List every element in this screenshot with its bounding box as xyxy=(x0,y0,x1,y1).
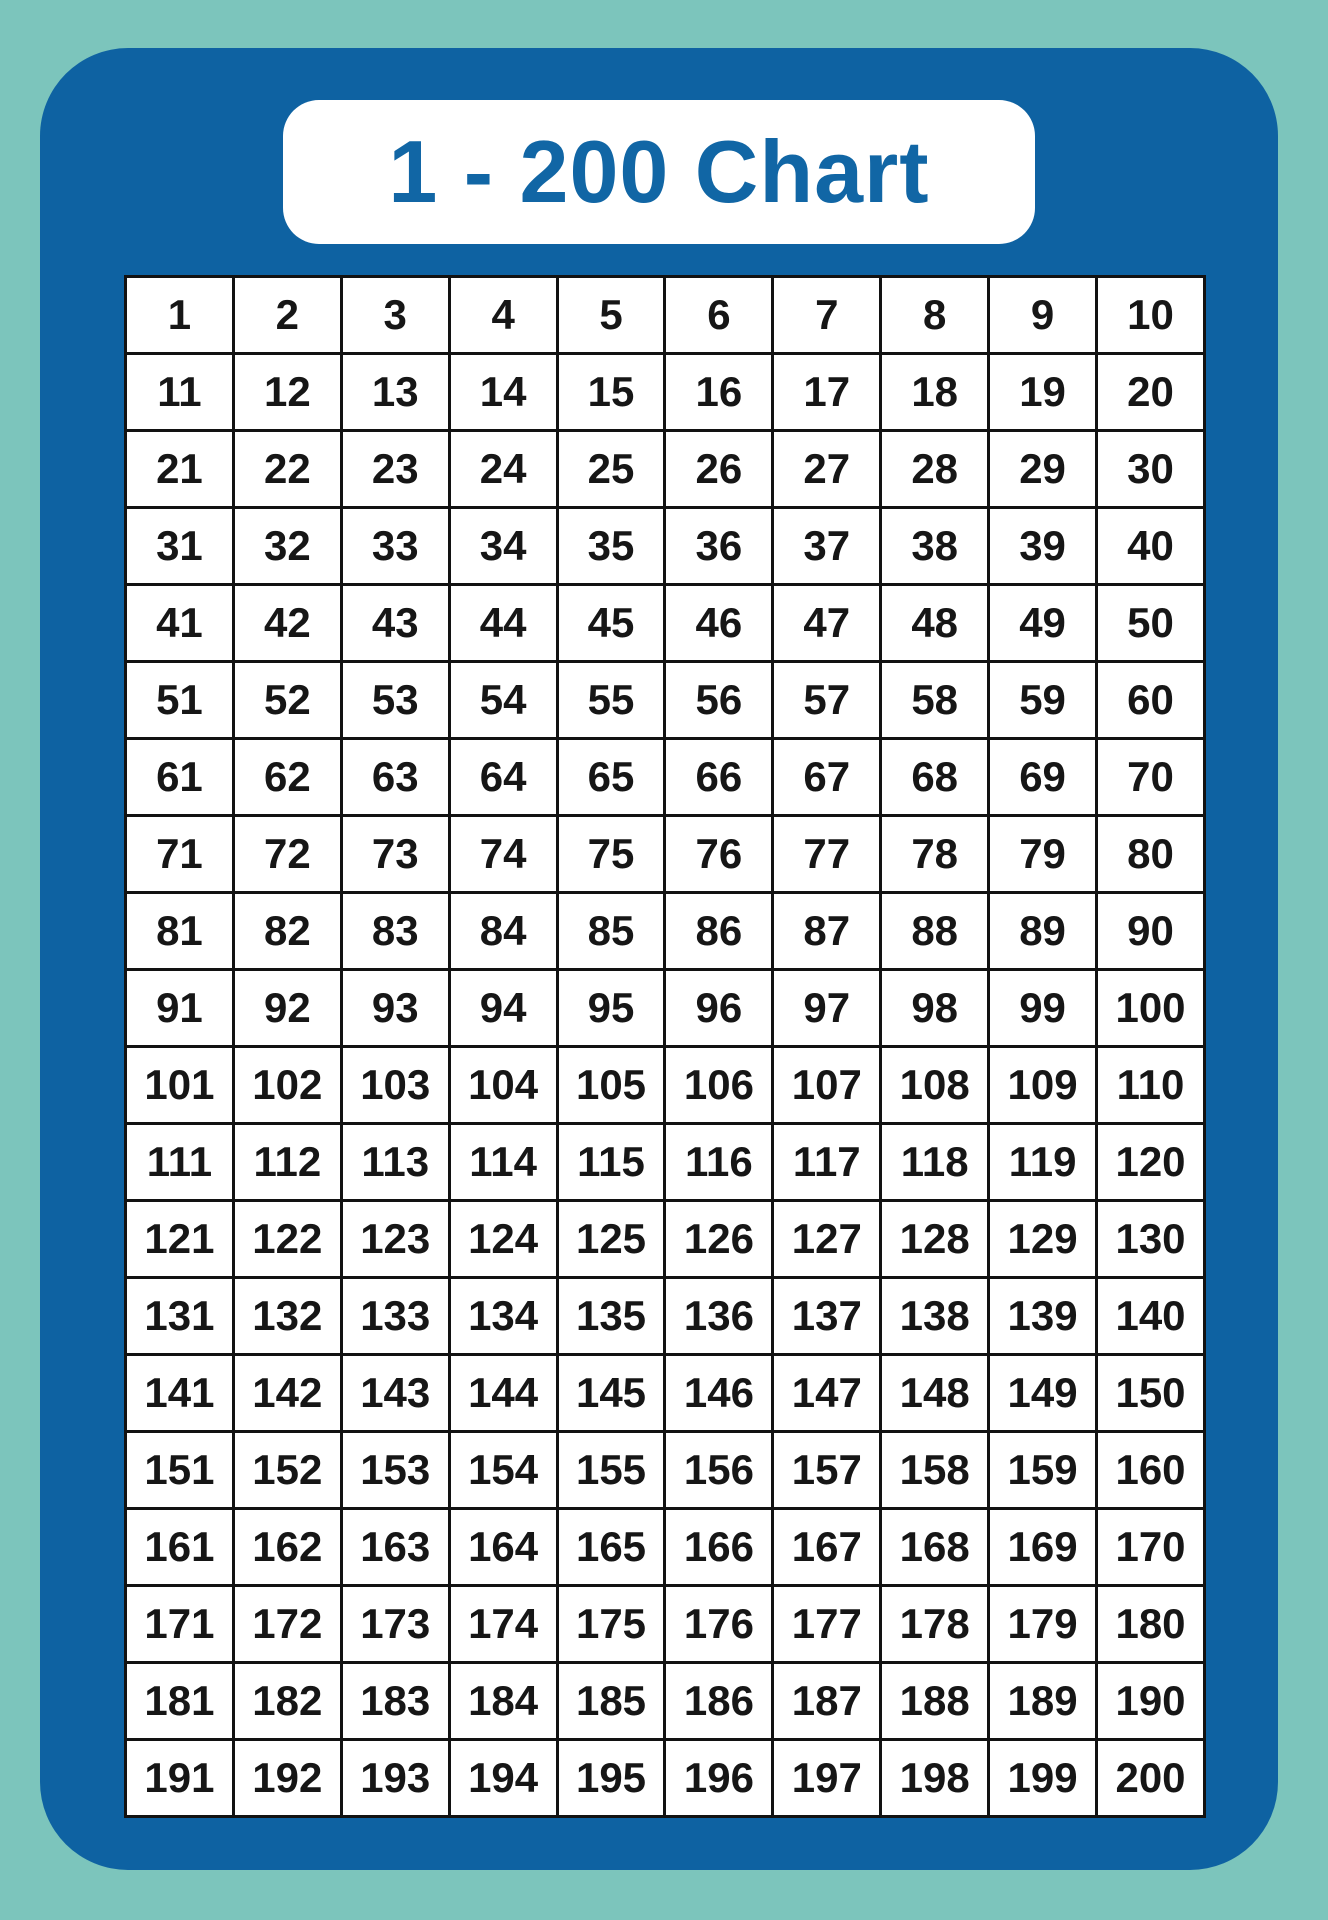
number-cell: 172 xyxy=(233,1586,341,1663)
number-row xyxy=(126,816,1205,893)
number-cell: 197 xyxy=(773,1740,881,1817)
number-cell: 14 xyxy=(449,354,557,431)
number-cell: 36 xyxy=(665,508,773,585)
number-cell: 9 xyxy=(989,277,1097,354)
number-cell: 51 xyxy=(126,662,234,739)
number-cell: 57 xyxy=(773,662,881,739)
number-row xyxy=(126,1586,1205,1663)
number-row xyxy=(126,662,1205,739)
number-cell: 117 xyxy=(773,1124,881,1201)
number-cell: 66 xyxy=(665,739,773,816)
number-row xyxy=(126,1278,1205,1355)
number-cell: 109 xyxy=(989,1047,1097,1124)
number-cell: 113 xyxy=(341,1124,449,1201)
number-cell: 179 xyxy=(989,1586,1097,1663)
number-cell: 13 xyxy=(341,354,449,431)
number-row xyxy=(126,1201,1205,1278)
number-cell: 48 xyxy=(881,585,989,662)
number-cell: 3 xyxy=(341,277,449,354)
number-cell: 112 xyxy=(233,1124,341,1201)
number-cell: 140 xyxy=(1097,1278,1205,1355)
number-cell: 76 xyxy=(665,816,773,893)
number-row xyxy=(126,1740,1205,1817)
number-cell: 95 xyxy=(557,970,665,1047)
number-row xyxy=(126,431,1205,508)
number-cell: 122 xyxy=(233,1201,341,1278)
number-cell: 178 xyxy=(881,1586,989,1663)
number-cell: 139 xyxy=(989,1278,1097,1355)
number-cell: 145 xyxy=(557,1355,665,1432)
number-cell: 4 xyxy=(449,277,557,354)
number-cell: 193 xyxy=(341,1740,449,1817)
number-row xyxy=(126,1663,1205,1740)
number-cell: 77 xyxy=(773,816,881,893)
title-box xyxy=(283,100,1035,244)
number-cell: 94 xyxy=(449,970,557,1047)
number-cell: 72 xyxy=(233,816,341,893)
number-cell: 150 xyxy=(1097,1355,1205,1432)
number-cell: 184 xyxy=(449,1663,557,1740)
number-cell: 63 xyxy=(341,739,449,816)
number-row xyxy=(126,893,1205,970)
number-cell: 40 xyxy=(1097,508,1205,585)
number-grid xyxy=(124,275,1206,1818)
number-cell: 138 xyxy=(881,1278,989,1355)
number-cell: 19 xyxy=(989,354,1097,431)
number-cell: 85 xyxy=(557,893,665,970)
number-cell: 24 xyxy=(449,431,557,508)
number-cell: 79 xyxy=(989,816,1097,893)
number-cell: 196 xyxy=(665,1740,773,1817)
number-cell: 26 xyxy=(665,431,773,508)
number-cell: 25 xyxy=(557,431,665,508)
number-row xyxy=(126,1047,1205,1124)
number-cell: 128 xyxy=(881,1201,989,1278)
number-cell: 118 xyxy=(881,1124,989,1201)
number-cell: 10 xyxy=(1097,277,1205,354)
number-cell: 2 xyxy=(233,277,341,354)
number-cell: 100 xyxy=(1097,970,1205,1047)
number-cell: 47 xyxy=(773,585,881,662)
number-cell: 58 xyxy=(881,662,989,739)
number-cell: 188 xyxy=(881,1663,989,1740)
number-cell: 67 xyxy=(773,739,881,816)
number-cell: 135 xyxy=(557,1278,665,1355)
number-cell: 158 xyxy=(881,1432,989,1509)
number-cell: 64 xyxy=(449,739,557,816)
number-cell: 175 xyxy=(557,1586,665,1663)
number-cell: 30 xyxy=(1097,431,1205,508)
number-cell: 17 xyxy=(773,354,881,431)
number-cell: 176 xyxy=(665,1586,773,1663)
number-cell: 125 xyxy=(557,1201,665,1278)
number-cell: 46 xyxy=(665,585,773,662)
number-cell: 18 xyxy=(881,354,989,431)
number-cell: 195 xyxy=(557,1740,665,1817)
number-cell: 124 xyxy=(449,1201,557,1278)
number-cell: 180 xyxy=(1097,1586,1205,1663)
number-cell: 16 xyxy=(665,354,773,431)
number-cell: 167 xyxy=(773,1509,881,1586)
number-cell: 177 xyxy=(773,1586,881,1663)
page-title: 1 - 200 Chart xyxy=(388,122,930,221)
number-cell: 162 xyxy=(233,1509,341,1586)
number-cell: 191 xyxy=(126,1740,234,1817)
number-cell: 61 xyxy=(126,739,234,816)
number-cell: 185 xyxy=(557,1663,665,1740)
number-cell: 33 xyxy=(341,508,449,585)
number-cell: 1 xyxy=(126,277,234,354)
number-cell: 115 xyxy=(557,1124,665,1201)
number-cell: 155 xyxy=(557,1432,665,1509)
number-cell: 194 xyxy=(449,1740,557,1817)
number-cell: 73 xyxy=(341,816,449,893)
number-cell: 186 xyxy=(665,1663,773,1740)
number-cell: 170 xyxy=(1097,1509,1205,1586)
number-cell: 54 xyxy=(449,662,557,739)
number-cell: 50 xyxy=(1097,585,1205,662)
number-cell: 55 xyxy=(557,662,665,739)
number-cell: 152 xyxy=(233,1432,341,1509)
number-cell: 160 xyxy=(1097,1432,1205,1509)
number-cell: 34 xyxy=(449,508,557,585)
number-cell: 105 xyxy=(557,1047,665,1124)
number-cell: 104 xyxy=(449,1047,557,1124)
number-row xyxy=(126,1509,1205,1586)
number-cell: 59 xyxy=(989,662,1097,739)
number-cell: 29 xyxy=(989,431,1097,508)
number-cell: 144 xyxy=(449,1355,557,1432)
number-cell: 23 xyxy=(341,431,449,508)
number-cell: 68 xyxy=(881,739,989,816)
number-cell: 60 xyxy=(1097,662,1205,739)
number-row xyxy=(126,1432,1205,1509)
number-cell: 86 xyxy=(665,893,773,970)
number-cell: 166 xyxy=(665,1509,773,1586)
number-cell: 198 xyxy=(881,1740,989,1817)
number-cell: 99 xyxy=(989,970,1097,1047)
number-cell: 106 xyxy=(665,1047,773,1124)
number-cell: 171 xyxy=(126,1586,234,1663)
number-cell: 127 xyxy=(773,1201,881,1278)
number-cell: 7 xyxy=(773,277,881,354)
number-row xyxy=(126,1124,1205,1201)
number-cell: 143 xyxy=(341,1355,449,1432)
number-cell: 133 xyxy=(341,1278,449,1355)
number-cell: 97 xyxy=(773,970,881,1047)
number-cell: 199 xyxy=(989,1740,1097,1817)
number-cell: 120 xyxy=(1097,1124,1205,1201)
number-cell: 157 xyxy=(773,1432,881,1509)
number-cell: 35 xyxy=(557,508,665,585)
number-cell: 153 xyxy=(341,1432,449,1509)
number-cell: 56 xyxy=(665,662,773,739)
number-cell: 22 xyxy=(233,431,341,508)
number-cell: 129 xyxy=(989,1201,1097,1278)
number-cell: 43 xyxy=(341,585,449,662)
number-cell: 200 xyxy=(1097,1740,1205,1817)
number-cell: 75 xyxy=(557,816,665,893)
number-cell: 149 xyxy=(989,1355,1097,1432)
number-cell: 27 xyxy=(773,431,881,508)
number-cell: 65 xyxy=(557,739,665,816)
number-cell: 126 xyxy=(665,1201,773,1278)
number-cell: 81 xyxy=(126,893,234,970)
number-cell: 119 xyxy=(989,1124,1097,1201)
number-grid-body xyxy=(126,277,1205,1817)
number-cell: 11 xyxy=(126,354,234,431)
number-cell: 92 xyxy=(233,970,341,1047)
number-cell: 192 xyxy=(233,1740,341,1817)
number-cell: 38 xyxy=(881,508,989,585)
number-cell: 49 xyxy=(989,585,1097,662)
number-cell: 168 xyxy=(881,1509,989,1586)
number-row xyxy=(126,277,1205,354)
number-cell: 123 xyxy=(341,1201,449,1278)
number-cell: 52 xyxy=(233,662,341,739)
number-cell: 98 xyxy=(881,970,989,1047)
number-cell: 114 xyxy=(449,1124,557,1201)
number-cell: 28 xyxy=(881,431,989,508)
number-cell: 163 xyxy=(341,1509,449,1586)
number-cell: 156 xyxy=(665,1432,773,1509)
number-cell: 181 xyxy=(126,1663,234,1740)
number-cell: 74 xyxy=(449,816,557,893)
number-cell: 87 xyxy=(773,893,881,970)
number-cell: 187 xyxy=(773,1663,881,1740)
number-cell: 53 xyxy=(341,662,449,739)
number-cell: 91 xyxy=(126,970,234,1047)
number-cell: 39 xyxy=(989,508,1097,585)
number-cell: 131 xyxy=(126,1278,234,1355)
number-cell: 6 xyxy=(665,277,773,354)
number-cell: 8 xyxy=(881,277,989,354)
number-cell: 93 xyxy=(341,970,449,1047)
number-cell: 44 xyxy=(449,585,557,662)
number-cell: 101 xyxy=(126,1047,234,1124)
number-cell: 154 xyxy=(449,1432,557,1509)
number-cell: 142 xyxy=(233,1355,341,1432)
number-cell: 62 xyxy=(233,739,341,816)
number-cell: 111 xyxy=(126,1124,234,1201)
number-cell: 183 xyxy=(341,1663,449,1740)
number-cell: 89 xyxy=(989,893,1097,970)
number-cell: 32 xyxy=(233,508,341,585)
number-cell: 37 xyxy=(773,508,881,585)
number-cell: 148 xyxy=(881,1355,989,1432)
number-cell: 159 xyxy=(989,1432,1097,1509)
number-cell: 173 xyxy=(341,1586,449,1663)
number-cell: 103 xyxy=(341,1047,449,1124)
number-row xyxy=(126,970,1205,1047)
number-row xyxy=(126,354,1205,431)
number-cell: 107 xyxy=(773,1047,881,1124)
number-cell: 174 xyxy=(449,1586,557,1663)
number-cell: 169 xyxy=(989,1509,1097,1586)
number-cell: 70 xyxy=(1097,739,1205,816)
number-cell: 41 xyxy=(126,585,234,662)
number-cell: 42 xyxy=(233,585,341,662)
number-cell: 20 xyxy=(1097,354,1205,431)
number-cell: 80 xyxy=(1097,816,1205,893)
number-cell: 90 xyxy=(1097,893,1205,970)
number-cell: 102 xyxy=(233,1047,341,1124)
number-cell: 12 xyxy=(233,354,341,431)
number-cell: 96 xyxy=(665,970,773,1047)
number-cell: 15 xyxy=(557,354,665,431)
number-cell: 164 xyxy=(449,1509,557,1586)
number-row xyxy=(126,508,1205,585)
number-cell: 134 xyxy=(449,1278,557,1355)
number-cell: 88 xyxy=(881,893,989,970)
number-cell: 151 xyxy=(126,1432,234,1509)
number-row xyxy=(126,585,1205,662)
number-cell: 132 xyxy=(233,1278,341,1355)
number-row xyxy=(126,1355,1205,1432)
number-cell: 130 xyxy=(1097,1201,1205,1278)
number-cell: 21 xyxy=(126,431,234,508)
number-cell: 110 xyxy=(1097,1047,1205,1124)
number-cell: 71 xyxy=(126,816,234,893)
number-cell: 161 xyxy=(126,1509,234,1586)
number-row xyxy=(126,739,1205,816)
number-cell: 5 xyxy=(557,277,665,354)
number-cell: 190 xyxy=(1097,1663,1205,1740)
number-cell: 121 xyxy=(126,1201,234,1278)
number-cell: 82 xyxy=(233,893,341,970)
blue-panel xyxy=(40,48,1278,1870)
number-cell: 84 xyxy=(449,893,557,970)
number-cell: 116 xyxy=(665,1124,773,1201)
number-cell: 165 xyxy=(557,1509,665,1586)
number-cell: 146 xyxy=(665,1355,773,1432)
number-cell: 108 xyxy=(881,1047,989,1124)
number-cell: 83 xyxy=(341,893,449,970)
number-cell: 182 xyxy=(233,1663,341,1740)
number-cell: 31 xyxy=(126,508,234,585)
number-cell: 137 xyxy=(773,1278,881,1355)
number-cell: 141 xyxy=(126,1355,234,1432)
number-cell: 45 xyxy=(557,585,665,662)
number-cell: 69 xyxy=(989,739,1097,816)
number-cell: 189 xyxy=(989,1663,1097,1740)
number-cell: 136 xyxy=(665,1278,773,1355)
number-cell: 78 xyxy=(881,816,989,893)
number-cell: 147 xyxy=(773,1355,881,1432)
